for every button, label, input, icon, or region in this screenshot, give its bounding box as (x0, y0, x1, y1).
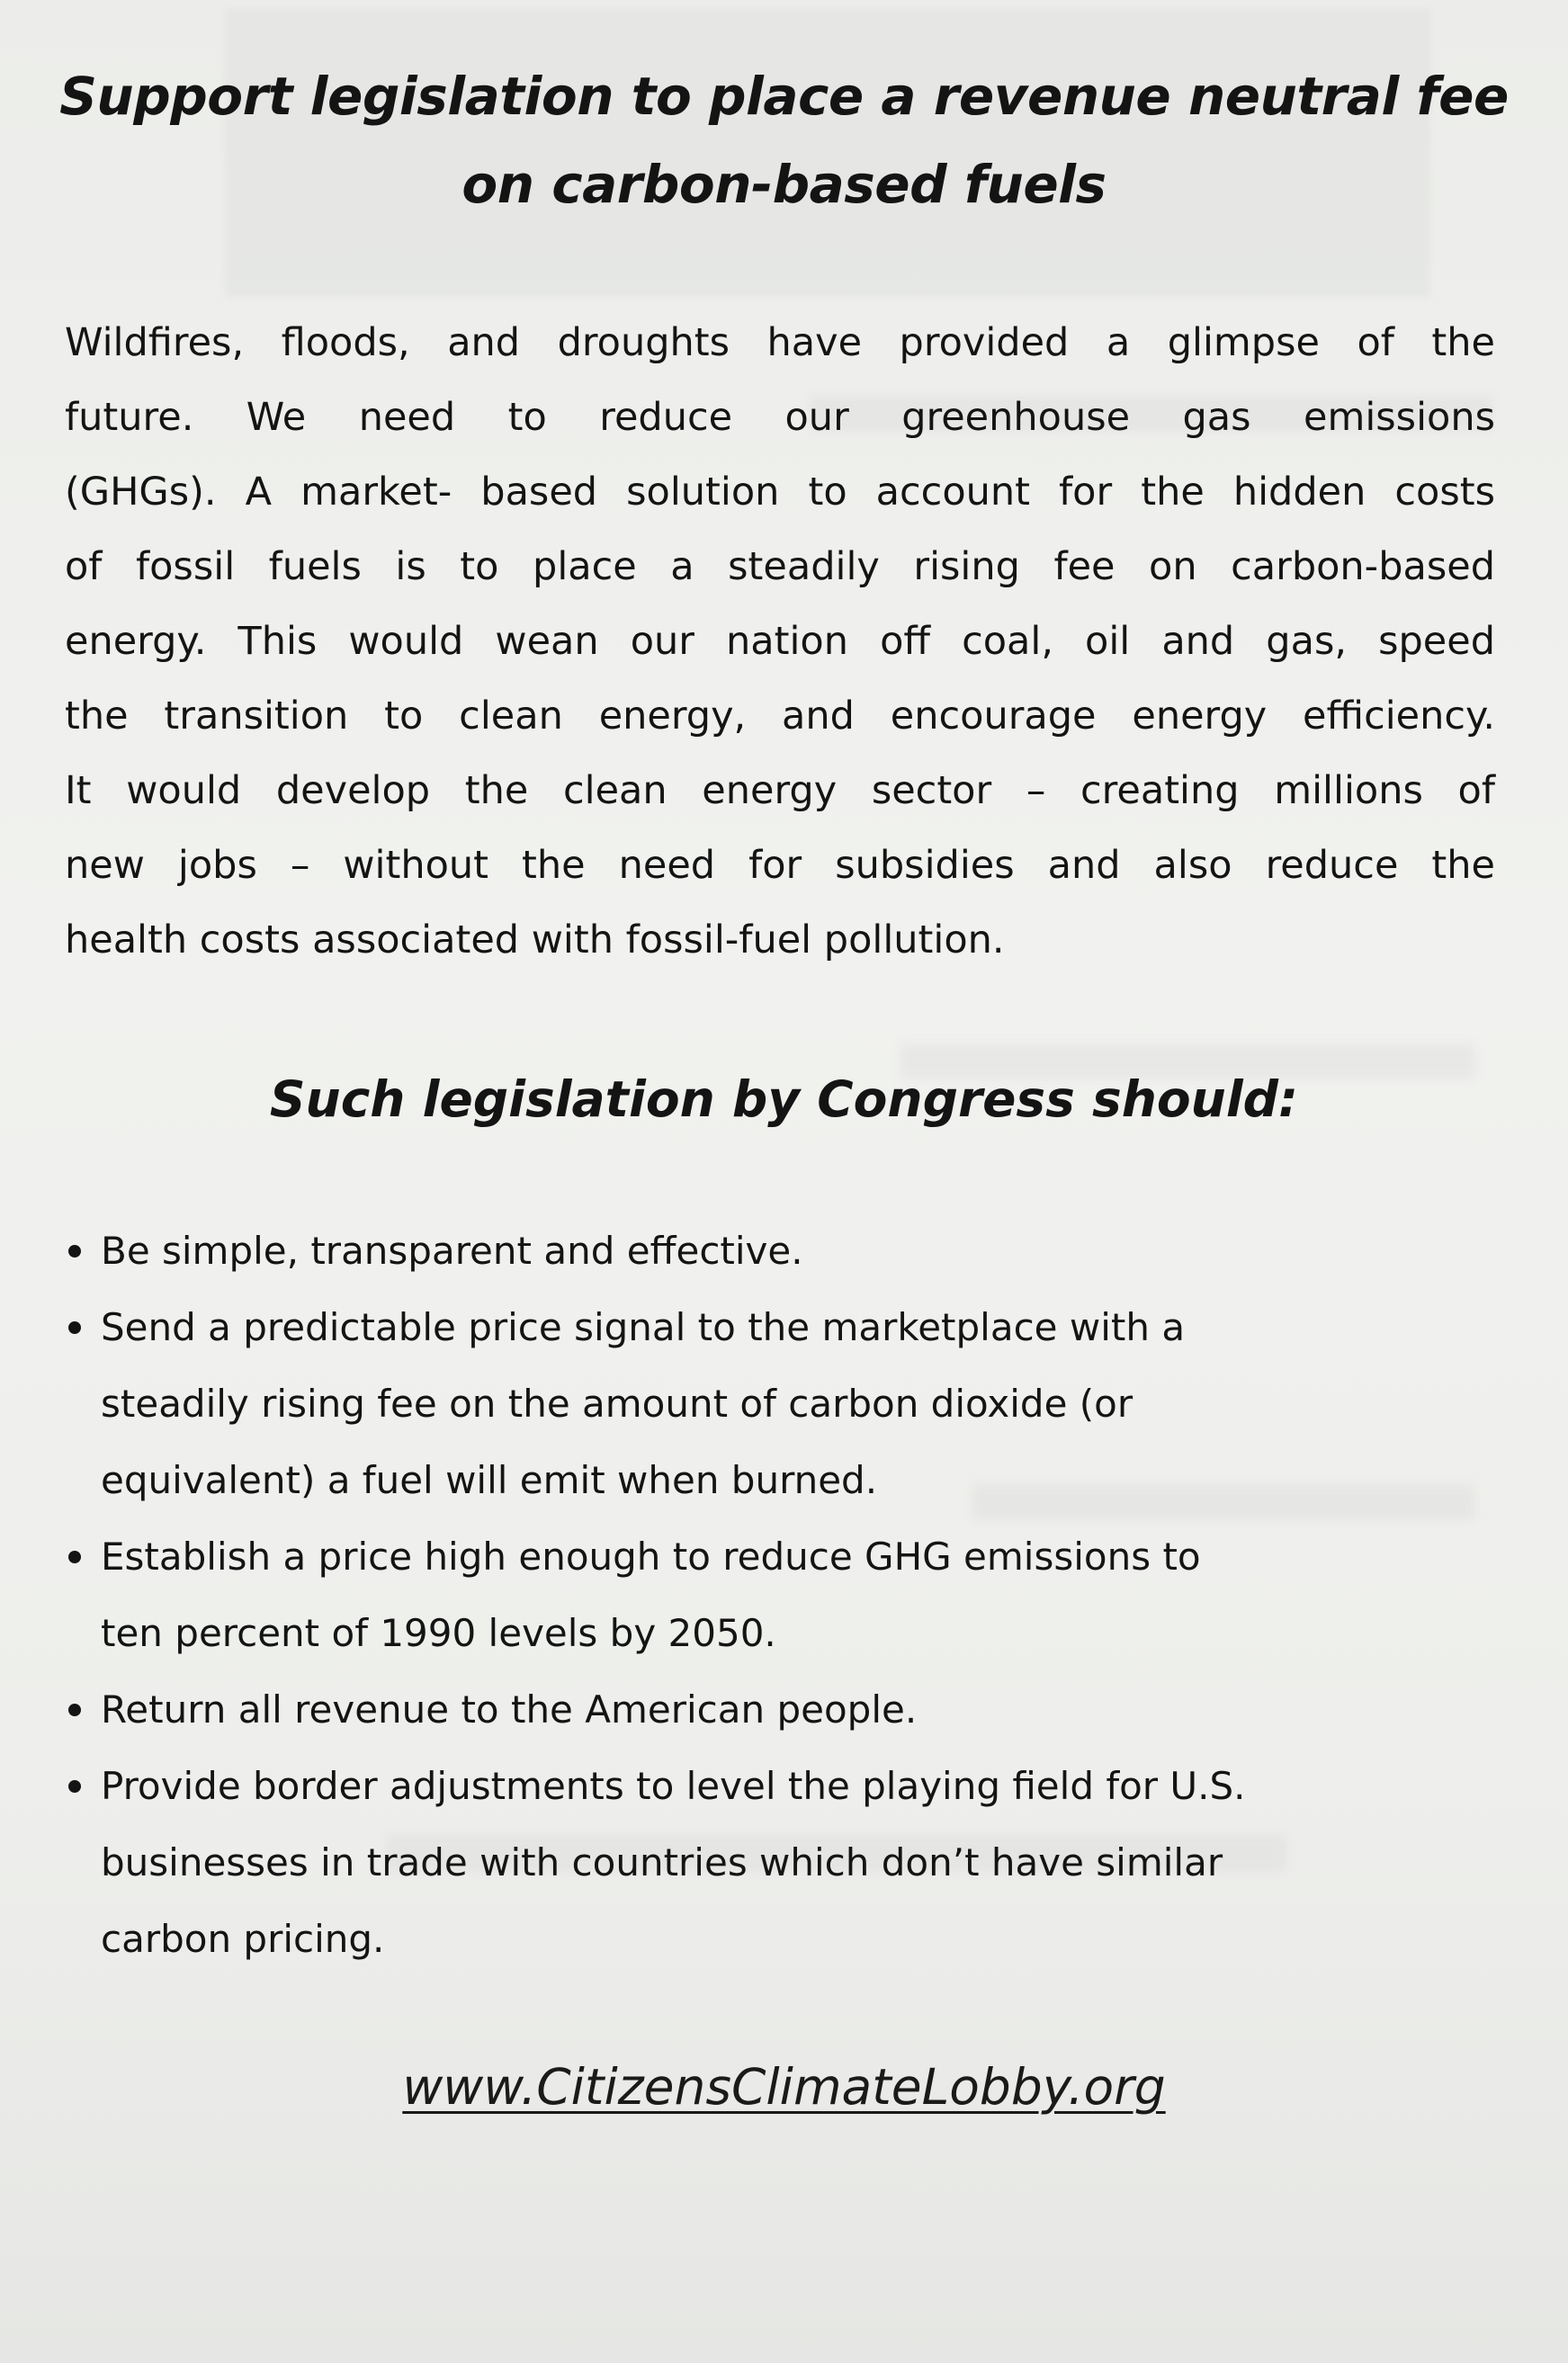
bullet-icon (68, 1704, 81, 1716)
bullet-icon (68, 1551, 81, 1563)
intro-line: (GHGs). A market- based solution to account for the hidden costs (65, 470, 1495, 515)
list-item-text: Return all revenue to the American people. (101, 1687, 918, 1732)
bullet-icon (68, 1780, 81, 1793)
requirements-list (65, 1213, 1468, 1977)
list-item (65, 1213, 1468, 1289)
title-line-2: on carbon-based fuels (461, 154, 1107, 215)
intro-line: future. We need to reduce our greenhouse gas emissions (65, 395, 1495, 440)
intro-paragraph (65, 306, 1495, 978)
list-item-text: Be simple, transparent and effective. (101, 1229, 803, 1273)
list-item (65, 1671, 1468, 1748)
website-link[interactable]: www.CitizensClimateLobby.org (402, 2058, 1166, 2116)
section-heading: Such legislation by Congress should: (269, 1070, 1299, 1128)
list-item (65, 1748, 1468, 1977)
list-item-text: equivalent) a fuel will emit when burned. (101, 1458, 878, 1502)
page-title (0, 52, 1568, 228)
list-item (65, 1518, 1468, 1671)
list-item-text: ten percent of 1990 levels by 2050. (101, 1611, 776, 1655)
intro-line: energy. This would wean our nation off coal, oil and gas, speed (65, 619, 1495, 664)
intro-line: new jobs – without the need for subsidies and also reduce the (65, 843, 1495, 888)
list-item-text: Send a predictable price signal to the marketplace with a (101, 1305, 1186, 1349)
bullet-icon (68, 1321, 81, 1334)
list-item-text: Provide border adjustments to level the playing field for U.S. (101, 1764, 1246, 1808)
list-item-text: businesses in trade with countries which don’t have similar (101, 1840, 1223, 1884)
list-item-text: Establish a price high enough to reduce GHG emissions to (101, 1535, 1201, 1579)
title-line-1: Support legislation to place a revenue neutral fee (59, 66, 1509, 127)
intro-line: of fossil fuels is to place a steadily rising fee on carbon-based (65, 544, 1495, 589)
list-item-text: steadily rising fee on the amount of carbon dioxide (or (101, 1382, 1133, 1426)
bullet-icon (68, 1245, 81, 1258)
intro-line: It would develop the clean energy sector – creating millions of (65, 768, 1495, 813)
list-item (65, 1289, 1468, 1518)
intro-line: health costs associated with fossil-fuel pollution. (65, 917, 1005, 962)
intro-line: the transition to clean energy, and encourage energy efficiency. (65, 694, 1495, 738)
intro-line: Wildfires, floods, and droughts have provided a glimpse of the (65, 320, 1495, 365)
list-item-text: carbon pricing. (101, 1917, 385, 1961)
